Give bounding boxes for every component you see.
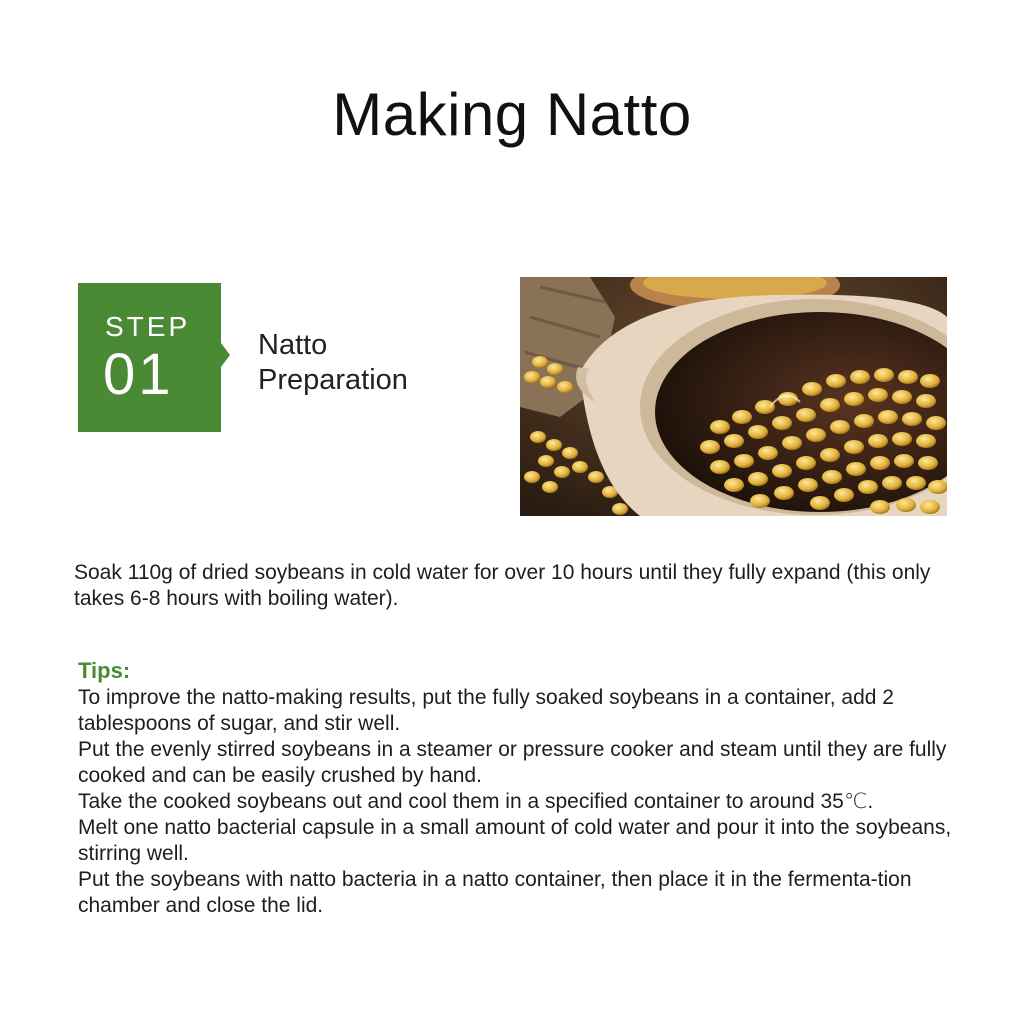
- step-heading: [258, 328, 408, 398]
- tip-item: Put the evenly stirred soybeans in a steamer or pressure cooker and steam until they are fully cooked and can be easily crushed by hand.: [78, 738, 947, 787]
- step-description: Soak 110g of dried soybeans in cold water for over 10 hours until they fully expand (this only takes 6-8 hours with boiling water).: [74, 561, 931, 610]
- page-title: Making Natto: [332, 81, 692, 148]
- step-badge: [78, 283, 221, 432]
- step-heading-line-2: Preparation: [258, 364, 408, 396]
- step-heading-line-1: Natto: [258, 329, 328, 361]
- step-number: 01: [103, 342, 174, 407]
- soybeans-in-clay-pot-image: [520, 277, 947, 516]
- tip-item: Put the soybeans with natto bacteria in a natto container, then place it in the fermenta-tion chamber and close the lid.: [78, 868, 912, 917]
- tip-item: To improve the natto-making results, put the fully soaked soybeans in a container, add 2 tablespoons of sugar, and stir well.: [78, 686, 894, 735]
- tips-heading: Tips:: [78, 658, 131, 683]
- tip-item: Take the cooked soybeans out and cool them in a specified container to around 35℃.: [78, 790, 874, 813]
- tip-item: Melt one natto bacterial capsule in a small amount of cold water and pour it into the soybeans, stirring well.: [78, 816, 952, 865]
- tips-list: [78, 685, 958, 919]
- soybeans-photo: [520, 277, 947, 516]
- step-label: STEP: [105, 311, 191, 342]
